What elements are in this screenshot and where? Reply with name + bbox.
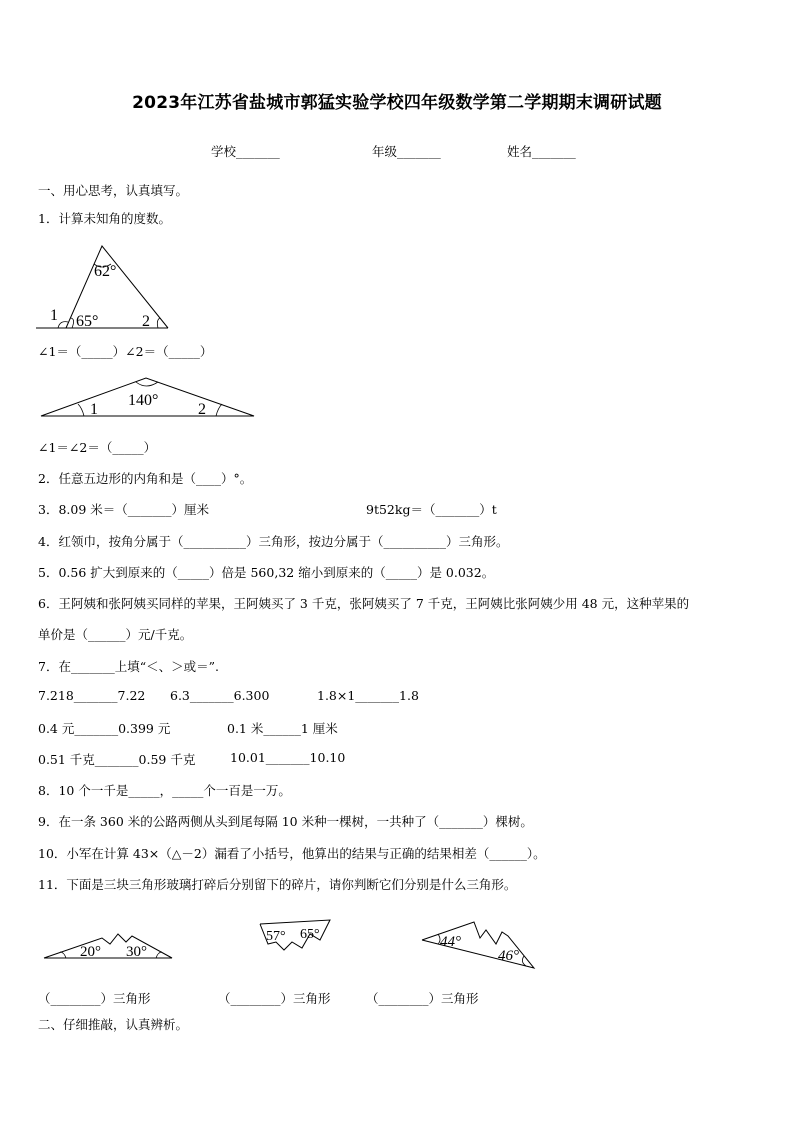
q11-answer-1: （________）三角形 [38,991,151,1006]
page-title: 2023年江苏省盐城市郭猛实验学校四年级数学第二学期期末调研试题 [132,93,662,113]
glass-shard-1 [42,930,174,962]
question-8: 8．10 个一千是_____，_____个一百是一万。 [38,783,291,798]
question-6-line-2: 单价是（______）元/千克。 [38,627,193,642]
name-field: 姓名_______ [507,144,576,159]
section-2-heading: 二、仔细推敲，认真辨析。 [38,1017,189,1032]
angle-label-140: 140° [128,392,159,409]
question-6-line-1: 6．王阿姨和张阿姨买同样的苹果，王阿姨买了 3 千克，张阿姨买了 7 千克，王阿姨比张阿姨少用 48 元，这种苹果的 [38,596,690,611]
glass-shard-3 [420,920,538,970]
angle-label-1: 1 [50,307,58,324]
angle-label-62: 62° [94,263,117,280]
question-2: 2．任意五边形的内角和是（____）°。 [38,471,253,486]
q7-item-7: 10.01_______10.10 [230,750,346,765]
grade-field: 年级_______ [372,144,441,159]
q7-item-2: 6.3_______6.300 [170,688,270,703]
question-9: 9．在一条 360 米的公路两侧从头到尾每隔 10 米种一棵树，一共种了（_______）棵树。 [38,814,533,829]
shard-2-angle-b: 65° [300,927,320,942]
question-4: 4．红领巾，按角分属于（__________）三角形，按边分属于（__________）三角形。 [38,534,509,549]
q7-item-6: 0.51 千克_______0.59 千克 [38,752,196,767]
question-11: 11．下面是三块三角形玻璃打碎后分别留下的碎片，请你判断它们分别是什么三角形。 [38,877,517,892]
q7-item-3: 1.8×1_______1.8 [317,688,419,703]
q1-answer-line-1: ∠1＝（_____）∠2＝（_____） [38,344,213,359]
question-1: 1．计算未知角的度数。 [38,211,171,226]
triangle-figure-1 [36,240,176,332]
angle-label-1b: 1 [90,401,98,418]
school-field: 学校_______ [211,144,280,159]
q11-answer-2: （________）三角形 [218,991,331,1006]
shard-2-angle-a: 57° [266,929,286,944]
q11-answer-3: （________）三角形 [366,991,479,1006]
shard-3-angle-b: 46° [498,948,519,964]
shard-3-angle-a: 44° [440,934,461,950]
question-10: 10．小军在计算 43×（△－2）漏看了小括号，他算出的结果与正确的结果相差（______）。 [38,846,546,861]
angle-label-2: 2 [142,313,150,330]
question-3-left: 3．8.09 米＝（_______）厘米 [38,502,210,517]
triangle-figure-2 [38,372,260,420]
question-7: 7．在_______上填“＜、＞或＝”. [38,659,219,674]
question-5: 5．0.56 扩大到原来的（_____）倍是 560,32 缩小到原来的（_____）是 0.032。 [38,565,495,580]
shard-1-angle-a: 20° [80,944,101,960]
section-1-heading: 一、用心思考，认真填写。 [38,183,189,198]
glass-shard-2 [258,918,334,952]
q7-item-5: 0.1 米______1 厘米 [227,721,338,736]
q1-answer-line-2: ∠1＝∠2＝（_____） [38,440,157,455]
angle-label-65: 65° [76,313,99,330]
question-3-right: 9t52kg＝（_______）t [366,502,497,517]
q7-item-1: 7.218_______7.22 [38,688,146,703]
angle-label-2b: 2 [198,401,206,418]
shard-1-angle-b: 30° [126,944,147,960]
q7-item-4: 0.4 元_______0.399 元 [38,721,171,736]
